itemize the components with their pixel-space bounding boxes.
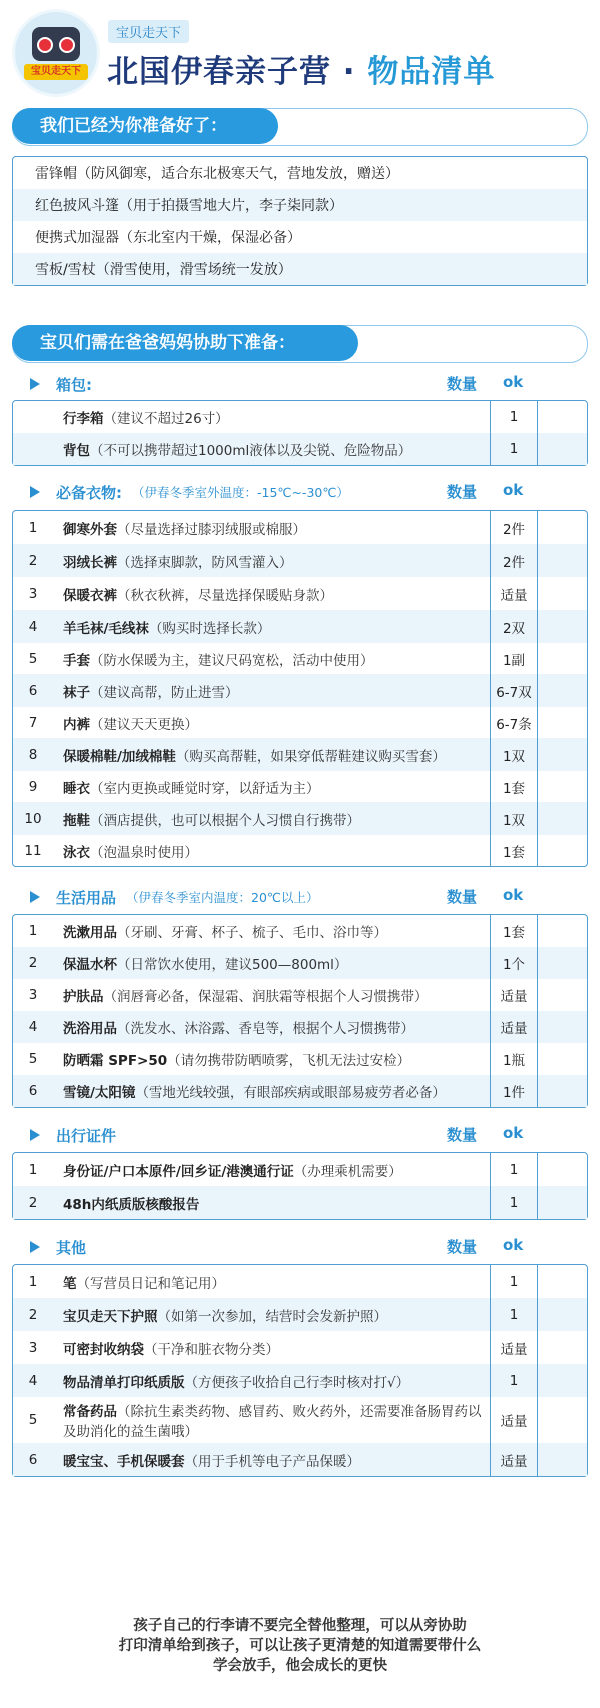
row-number: 5 bbox=[28, 1412, 38, 1428]
qty-column-header: 数量 bbox=[447, 483, 478, 501]
item-cell bbox=[53, 979, 491, 1011]
item-quantity: 适量 bbox=[491, 979, 538, 1011]
ok-checkbox-cell[interactable] bbox=[538, 915, 587, 947]
item-cell bbox=[53, 511, 491, 544]
title-accent: 物品清单 bbox=[367, 54, 496, 90]
ok-checkbox-cell[interactable] bbox=[538, 544, 587, 577]
row-number: 1 bbox=[28, 519, 38, 536]
item-quantity: 1套 bbox=[491, 835, 538, 866]
item-cell bbox=[53, 401, 491, 433]
qty-column-header: 数量 bbox=[447, 375, 478, 393]
item-name: 护肤品 bbox=[63, 989, 104, 1005]
table-row bbox=[13, 433, 587, 465]
triangle-icon bbox=[30, 1129, 40, 1141]
item-note: （方便孩子收拾自己行李时核对打√） bbox=[184, 1374, 410, 1391]
triangle-icon bbox=[30, 891, 40, 903]
row-number: 3 bbox=[28, 585, 38, 602]
row-number: 5 bbox=[28, 650, 38, 667]
item-note: （除抗生素类药物、感冒药、败火药外，还需要准备肠胃药以及助消化的益生菌哦） bbox=[63, 1404, 482, 1440]
row-number: 5 bbox=[28, 1051, 38, 1067]
item-name: 便携式加湿器 bbox=[35, 230, 119, 246]
item-note: （办理乘机需要） bbox=[293, 1163, 402, 1180]
row-number: 10 bbox=[24, 810, 42, 827]
category-label bbox=[30, 372, 92, 396]
title-sep: · bbox=[342, 54, 356, 90]
item-cell bbox=[53, 707, 491, 738]
item-quantity: 6-7条 bbox=[491, 707, 538, 738]
table-row bbox=[13, 1043, 587, 1075]
item-name: 防晒霜 SPF>50 bbox=[63, 1053, 168, 1069]
provided-item bbox=[13, 189, 587, 221]
row-number: 7 bbox=[28, 714, 38, 731]
row-number: 8 bbox=[28, 746, 38, 763]
table-row bbox=[13, 1186, 587, 1219]
item-name: 保暖衣裤 bbox=[63, 587, 117, 604]
row-number: 1 bbox=[28, 1161, 38, 1178]
table-row bbox=[13, 1331, 587, 1364]
category-table bbox=[12, 510, 588, 867]
item-cell bbox=[53, 738, 491, 771]
ok-checkbox-cell[interactable] bbox=[538, 643, 587, 674]
item-note: （秋衣秋裤，尽量选择保暖贴身款） bbox=[117, 587, 333, 604]
item-note: （东北室内干燥，保湿必备） bbox=[119, 230, 301, 246]
item-cell bbox=[53, 771, 491, 802]
table-row bbox=[13, 674, 587, 707]
ok-checkbox-cell[interactable] bbox=[538, 979, 587, 1011]
item-cell bbox=[53, 915, 491, 947]
qty-column-header: 数量 bbox=[447, 888, 478, 906]
item-note: （选择束脚款，防风雪灌入） bbox=[117, 554, 293, 571]
category-label bbox=[30, 480, 349, 504]
item-note: （写营员日记和笔记用） bbox=[76, 1275, 225, 1292]
item-cell bbox=[53, 802, 491, 835]
item-name: 睡衣 bbox=[63, 780, 90, 797]
ok-checkbox-cell[interactable] bbox=[538, 1186, 587, 1219]
section2-header bbox=[12, 325, 588, 363]
category-table bbox=[12, 1264, 588, 1477]
item-note: （建议天天更换） bbox=[90, 716, 198, 733]
table-row bbox=[13, 511, 587, 544]
item-note: （防水保暖为主，建议尺码宽松，活动中使用） bbox=[90, 652, 374, 669]
ok-column-header: ok bbox=[503, 373, 524, 391]
item-quantity: 适量 bbox=[491, 1443, 538, 1476]
item-name: 背包 bbox=[63, 443, 90, 459]
item-cell bbox=[53, 1043, 491, 1075]
table-row bbox=[13, 577, 587, 610]
item-quantity: 1双 bbox=[491, 738, 538, 771]
item-name: 红色披风斗篷 bbox=[35, 198, 119, 214]
category-table bbox=[12, 400, 588, 466]
table-row bbox=[13, 1075, 587, 1107]
category-title: 箱包: bbox=[56, 375, 92, 394]
row-number: 1 bbox=[28, 1273, 38, 1290]
item-cell bbox=[53, 433, 491, 465]
logo-text: 宝贝走天下 bbox=[24, 64, 88, 80]
triangle-icon bbox=[30, 486, 40, 498]
item-quantity: 1套 bbox=[491, 915, 538, 947]
item-quantity: 2件 bbox=[491, 544, 538, 577]
item-name: 羽绒长裤 bbox=[63, 554, 117, 571]
ok-checkbox-cell[interactable] bbox=[538, 738, 587, 771]
item-note: （滑雪使用，滑雪场统一发放） bbox=[95, 262, 292, 278]
provided-items-box bbox=[12, 156, 588, 286]
section2-title: 宝贝们需在爸爸妈妈协助下准备： bbox=[12, 325, 358, 361]
item-note: （酒店提供，也可以根据个人习惯自行携带） bbox=[90, 812, 360, 829]
row-number: 4 bbox=[28, 1019, 38, 1035]
ok-checkbox-cell[interactable] bbox=[538, 1011, 587, 1043]
item-quantity: 1 bbox=[491, 401, 538, 433]
item-note: （尽量选择过膝羽绒服或棉服） bbox=[117, 521, 306, 538]
ok-checkbox-cell[interactable] bbox=[538, 947, 587, 979]
triangle-icon bbox=[30, 1241, 40, 1253]
ok-checkbox-cell[interactable] bbox=[538, 433, 587, 465]
table-row bbox=[13, 947, 587, 979]
item-name: 行李箱 bbox=[63, 411, 104, 427]
item-cell bbox=[53, 674, 491, 707]
item-note: （防风御寒，适合东北极寒天气，营地发放，赠送） bbox=[77, 166, 399, 182]
category-title: 出行证件 bbox=[56, 1126, 117, 1145]
item-note: （泡温泉时使用） bbox=[90, 844, 198, 861]
item-quantity: 适量 bbox=[491, 577, 538, 610]
section1-header bbox=[12, 108, 588, 146]
item-name: 洗浴用品 bbox=[63, 1021, 117, 1037]
item-note: （牙刷、牙膏、杯子、梳子、毛巾、浴巾等） bbox=[117, 925, 387, 941]
page-header bbox=[0, 0, 600, 105]
ok-checkbox-cell[interactable] bbox=[538, 835, 587, 866]
table-row bbox=[13, 1364, 587, 1397]
ok-checkbox-cell[interactable] bbox=[538, 1397, 587, 1443]
footer-line-1: 孩子自己的行李请不要完全替他整理，可以从旁协助 bbox=[133, 1618, 467, 1634]
item-cell bbox=[53, 1075, 491, 1107]
table-row bbox=[13, 1265, 587, 1298]
item-name: 雪镜/太阳镜 bbox=[63, 1085, 136, 1101]
item-cell bbox=[53, 610, 491, 643]
table-row bbox=[13, 738, 587, 771]
item-name: 48h内纸质版核酸报告 bbox=[63, 1196, 200, 1213]
ok-checkbox-cell[interactable] bbox=[538, 1153, 587, 1186]
item-name: 宝贝走天下护照 bbox=[63, 1308, 158, 1325]
ok-checkbox-cell[interactable] bbox=[538, 1364, 587, 1397]
brand-tag: 宝贝走天下 bbox=[108, 20, 189, 43]
table-row bbox=[13, 915, 587, 947]
category-title: 生活用品 bbox=[56, 888, 117, 907]
row-number: 4 bbox=[28, 1372, 38, 1389]
category-label bbox=[30, 1235, 86, 1259]
item-name: 洗漱用品 bbox=[63, 925, 117, 941]
table-row bbox=[13, 1011, 587, 1043]
item-cell bbox=[53, 1397, 491, 1443]
item-quantity: 适量 bbox=[491, 1011, 538, 1043]
item-quantity: 1 bbox=[491, 1265, 538, 1298]
item-cell bbox=[53, 544, 491, 577]
title-main: 北国伊春亲子营 bbox=[107, 54, 331, 90]
item-cell bbox=[53, 1364, 491, 1397]
row-number bbox=[13, 401, 53, 433]
provided-item bbox=[13, 221, 587, 253]
item-note: （购买高帮鞋，如果穿低帮鞋建议购买雪套） bbox=[175, 748, 446, 765]
ok-checkbox-cell[interactable] bbox=[538, 511, 587, 544]
footer-line-3: 学会放手，他会成长的更快 bbox=[213, 1658, 387, 1674]
item-quantity: 1 bbox=[491, 433, 538, 465]
item-note: （建议不超过26寸） bbox=[103, 411, 229, 427]
item-note: （干净和脏衣物分类） bbox=[144, 1341, 279, 1358]
ok-checkbox-cell[interactable] bbox=[538, 707, 587, 738]
section1-title: 我们已经为你准备好了： bbox=[12, 108, 278, 144]
category-title: 必备衣物: bbox=[56, 483, 122, 502]
item-name: 常备药品 bbox=[63, 1404, 117, 1420]
item-quantity: 1 bbox=[491, 1186, 538, 1219]
robot-icon bbox=[32, 27, 80, 61]
category-subtitle: （伊春冬季室内温度：20℃以上） bbox=[126, 890, 319, 905]
item-cell bbox=[53, 1265, 491, 1298]
ok-checkbox-cell[interactable] bbox=[538, 1075, 587, 1107]
category-table bbox=[12, 1152, 588, 1220]
row-number: 3 bbox=[28, 1339, 38, 1356]
brand-logo bbox=[15, 12, 97, 94]
item-name: 袜子 bbox=[63, 684, 90, 701]
item-cell bbox=[53, 1298, 491, 1331]
ok-checkbox-cell[interactable] bbox=[538, 577, 587, 610]
provided-item bbox=[13, 253, 587, 285]
ok-checkbox-cell[interactable] bbox=[538, 1443, 587, 1476]
row-number: 2 bbox=[28, 552, 38, 569]
item-name: 可密封收纳袋 bbox=[63, 1341, 144, 1358]
ok-checkbox-cell[interactable] bbox=[538, 771, 587, 802]
ok-checkbox-cell[interactable] bbox=[538, 674, 587, 707]
item-name: 雷锋帽 bbox=[35, 166, 77, 182]
item-cell bbox=[53, 1443, 491, 1476]
item-quantity: 1瓶 bbox=[491, 1043, 538, 1075]
ok-checkbox-cell[interactable] bbox=[538, 802, 587, 835]
ok-checkbox-cell[interactable] bbox=[538, 401, 587, 433]
item-name: 保温水杯 bbox=[63, 957, 117, 973]
item-quantity: 6-7双 bbox=[491, 674, 538, 707]
footer-note bbox=[0, 1616, 600, 1676]
item-quantity: 1套 bbox=[491, 771, 538, 802]
item-note: （不可以携带超过1000ml液体以及尖锐、危险物品） bbox=[90, 443, 412, 459]
item-quantity: 1 bbox=[491, 1298, 538, 1331]
item-note: （如第一次参加，结营时会发新护照） bbox=[157, 1308, 387, 1325]
row-number: 3 bbox=[28, 987, 38, 1003]
category-label bbox=[30, 1123, 116, 1147]
table-row bbox=[13, 643, 587, 674]
table-row bbox=[13, 1153, 587, 1186]
table-row bbox=[13, 707, 587, 738]
ok-column-header: ok bbox=[503, 886, 524, 904]
item-note: （用于拍摄雪地大片，李子柒同款） bbox=[119, 198, 343, 214]
item-name: 御寒外套 bbox=[63, 521, 117, 538]
item-cell bbox=[53, 1186, 491, 1219]
ok-checkbox-cell[interactable] bbox=[538, 1043, 587, 1075]
table-row bbox=[13, 1443, 587, 1476]
table-row bbox=[13, 1298, 587, 1331]
row-number: 9 bbox=[28, 778, 38, 795]
item-cell bbox=[53, 1011, 491, 1043]
item-note: （润唇膏必备，保湿霜、润肤霜等根据个人习惯携带） bbox=[103, 989, 428, 1005]
ok-checkbox-cell[interactable] bbox=[538, 1331, 587, 1364]
item-name: 保暖棉鞋/加绒棉鞋 bbox=[63, 748, 176, 765]
item-cell bbox=[53, 835, 491, 866]
item-quantity: 1件 bbox=[491, 1075, 538, 1107]
item-note: （购买时选择长款） bbox=[148, 620, 271, 637]
table-row bbox=[13, 401, 587, 433]
table-row bbox=[13, 802, 587, 835]
item-name: 雪板/雪杖 bbox=[35, 262, 96, 278]
item-note: （用于手机等电子产品保暖） bbox=[184, 1453, 360, 1470]
item-cell bbox=[53, 577, 491, 610]
item-quantity: 适量 bbox=[491, 1331, 538, 1364]
item-note: （建议高帮，防止进雪） bbox=[90, 684, 239, 701]
page-title bbox=[107, 46, 495, 91]
footer-line-2: 打印清单给到孩子，可以让孩子更清楚的知道需要带什么 bbox=[118, 1638, 482, 1654]
item-quantity: 适量 bbox=[491, 1397, 538, 1443]
item-name: 手套 bbox=[63, 652, 90, 669]
row-number: 4 bbox=[28, 618, 38, 635]
item-note: （日常饮水使用，建议500—800ml） bbox=[117, 957, 348, 973]
row-number: 1 bbox=[28, 923, 38, 939]
ok-checkbox-cell[interactable] bbox=[538, 1298, 587, 1331]
item-quantity: 2双 bbox=[491, 610, 538, 643]
qty-column-header: 数量 bbox=[447, 1126, 478, 1144]
qty-column-header: 数量 bbox=[447, 1238, 478, 1256]
ok-column-header: ok bbox=[503, 1124, 524, 1142]
category-subtitle: （伊春冬季室外温度：-15℃~-30℃） bbox=[132, 485, 349, 500]
item-name: 身份证/户口本原件/回乡证/港澳通行证 bbox=[63, 1163, 294, 1180]
item-quantity: 1个 bbox=[491, 947, 538, 979]
item-note: （雪地光线较强，有眼部疾病或眼部易疲劳者必备） bbox=[135, 1085, 446, 1101]
row-number: 6 bbox=[28, 1083, 38, 1099]
table-row bbox=[13, 979, 587, 1011]
item-quantity: 1双 bbox=[491, 802, 538, 835]
item-name: 内裤 bbox=[63, 716, 90, 733]
item-note: （室内更换或睡觉时穿，以舒适为主） bbox=[90, 780, 320, 797]
row-number: 11 bbox=[24, 842, 42, 859]
item-quantity: 1副 bbox=[491, 643, 538, 674]
item-quantity: 1 bbox=[491, 1364, 538, 1397]
row-number: 2 bbox=[28, 1306, 38, 1323]
row-number: 2 bbox=[28, 955, 38, 971]
table-row bbox=[13, 771, 587, 802]
row-number: 6 bbox=[28, 1451, 38, 1468]
row-number: 6 bbox=[28, 682, 38, 699]
provided-item bbox=[13, 157, 587, 189]
item-name: 物品清单打印纸质版 bbox=[63, 1374, 185, 1391]
item-cell bbox=[53, 1331, 491, 1364]
item-cell bbox=[53, 643, 491, 674]
ok-column-header: ok bbox=[503, 1236, 524, 1254]
item-name: 拖鞋 bbox=[63, 812, 90, 829]
ok-checkbox-cell[interactable] bbox=[538, 610, 587, 643]
item-note: （请勿携带防晒喷雾，飞机无法过安检） bbox=[167, 1053, 411, 1069]
table-row bbox=[13, 544, 587, 577]
ok-column-header: ok bbox=[503, 481, 524, 499]
row-number bbox=[13, 433, 53, 465]
item-cell bbox=[53, 947, 491, 979]
table-row bbox=[13, 1397, 587, 1443]
row-number: 2 bbox=[28, 1194, 38, 1211]
item-name: 泳衣 bbox=[63, 844, 90, 861]
category-label bbox=[30, 885, 318, 909]
item-name: 笔 bbox=[63, 1275, 77, 1292]
triangle-icon bbox=[30, 378, 40, 390]
item-quantity: 1 bbox=[491, 1153, 538, 1186]
category-table bbox=[12, 914, 588, 1108]
table-row bbox=[13, 610, 587, 643]
item-name: 暖宝宝、手机保暖套 bbox=[63, 1453, 185, 1470]
table-row bbox=[13, 835, 587, 866]
category-title: 其他 bbox=[56, 1238, 87, 1257]
item-cell bbox=[53, 1153, 491, 1186]
ok-checkbox-cell[interactable] bbox=[538, 1265, 587, 1298]
item-name: 羊毛袜/毛线袜 bbox=[63, 620, 149, 637]
item-note: （洗发水、沐浴露、香皂等，根据个人习惯携带） bbox=[117, 1021, 414, 1037]
item-quantity: 2件 bbox=[491, 511, 538, 544]
